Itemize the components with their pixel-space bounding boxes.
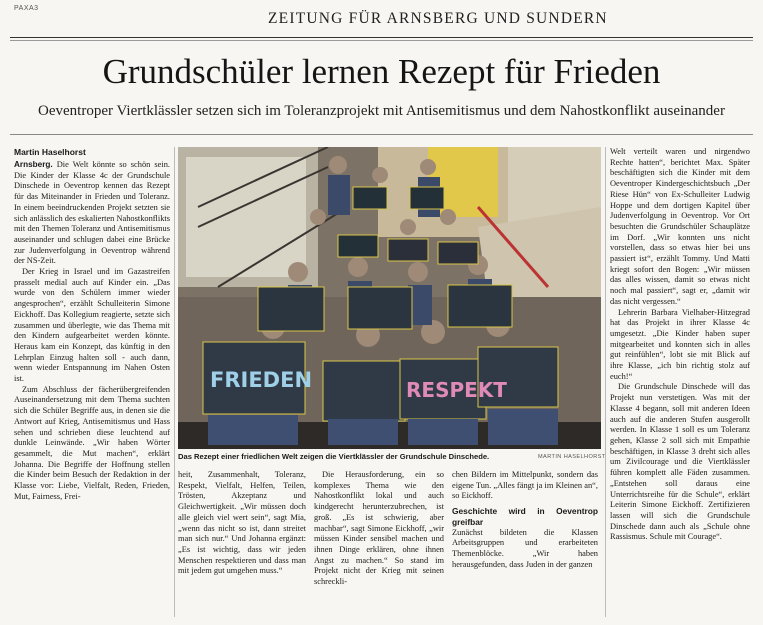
paragraph: chen Bildern im Mittelpunkt, sondern das eigene Tun. „Alles fängt ja im Kleinen an“, so Eickhoff. <box>452 470 598 501</box>
column-divider <box>605 147 606 617</box>
paragraph: Lehrerin Barbara Vielhaber-Hitzegrad hat das Projekt in ihrer Klasse 4c umgesetzt. „Die Kinder haben super mitgearbeitet und konnten sich in alles gut reinfühlen“, lobt sie mit Blick auf ihre Klasse, „ich bin richtig stolz auf euch!“ <box>610 307 750 381</box>
paragraph: heit, Zusammenhalt, Toleranz, Respekt, Vielfalt, Helfen, Teilen, Trösten, Akzeptanz und Gleichwertigkeit. „Wir müssen doch alle gleich viel wert sein“, sagt Mia, „wenn das nicht so ist, dann streitet man sich nur.“ Und Johanna ergänzt: „Es ist wichtig, dass wir jeden Menschen respektieren und dass man mit jedem gut umgehen muss.“ <box>178 470 306 576</box>
section-title: ZEITUNG FÜR ARNSBERG UND SUNDERN <box>268 10 608 27</box>
paragraph: Die Herausforderung, ein so komplexes Thema wie den Nahostkonflikt lokal und auch kindgerecht herunterzubrechen, ist groß. „Es ist schwierig, aber machbar“, sagt Simone Eickhoff, „wir müssen Kinder sensibel machen und ihnen Dinge erklären, ohne ihnen Angst zu machen.“ So stand im Projekt nicht der Krieg mit seinen schreckli- <box>314 470 444 587</box>
column-divider <box>174 147 175 617</box>
dateline: Arnsberg. <box>14 160 53 169</box>
sign-word-2: RESPEKT <box>406 378 507 402</box>
photo-credit: MARTIN HASELHORST <box>538 454 606 460</box>
header-rule-thin <box>10 40 753 41</box>
photo-caption: Das Rezept einer friedlichen Welt zeigen die Viertklässler der Grundschule Dinschede. <box>178 452 490 461</box>
paragraph <box>14 160 170 267</box>
column-3 <box>314 470 444 588</box>
sign-word-1: FRIEDEN <box>210 368 313 392</box>
column-1 <box>14 160 170 503</box>
column-5 <box>610 147 750 543</box>
column-2 <box>178 470 306 577</box>
paragraph-text: Die Welt könnte so schön sein. Die Kinder der Klasse 4c der Grundschule Dinschede in Oeventrop kennen das Rezept für das Miteinander in Frieden und Toleranz. In einem beeindruckenden Projekt setzten sie sich anlässlich des eskalierten Nahostkonflikts mit den Themen Toleranz und Antisemitismus auseinander und schlugen dabei eine Brücke zur Judenverfolgung in Oeventrop während der NS-Zeit. <box>14 160 170 266</box>
page-number: PAXA3 <box>14 5 39 12</box>
author: Martin Haselhorst <box>14 147 86 157</box>
paragraph: Welt verteilt waren und nirgendwo Rechte hatten“, berichtet Max. Später beschäftigten sich die Kinder mit dem Oeventroper Kindergeschichtsbuch „Der Riese Hün“ von Ex-Schulleiter Ludwig Hoppe und dem dortigen Kapitel über Judenverfolgung in Oeventrop. Vor Ort besuchten die Grundschüler Schauplätze im Dorf. „Wir konnten uns nicht vorstellen, dass so etwas hier bei uns passiert ist“, erzählt Tommy. Und Matti kriegt sofort den Bogen: „Wir müssen das alles wissen, damit so etwas nicht noch mal passiert“, sagt er, „damit wir das nicht vergessen.“ <box>610 147 750 306</box>
headline: Grundschüler lernen Rezept für Frieden <box>102 52 661 91</box>
paragraph: Zunächst bildeten die Klassen Arbeitsgruppen und erarbeiteten Themenblöcke. „Wir haben herausgefunden, dass Juden in der ganzen <box>452 527 598 569</box>
subheadline: Oeventroper Viertklässler setzen sich im Toleranzprojekt mit Antisemitismus und dem Nahostkonflikt auseinander <box>38 103 725 119</box>
paragraph: Zum Abschluss der fächerübergreifenden Auseinandersetzung mit dem Thema suchten sich die Schüler Begriffe aus, in denen sie die Antwort auf Krieg, Antisemitismus und Hass sehen und schrieben diese leuchtend auf dunkle Leinwände. „Wir haben Wörter gesammelt, die Mut machen“, erklärt Johanna. Die Begriffe der Hoffnung stellen die Kinder beim Besuch der Redaktion in der Klasse vor: Liebe, Vielfalt, Reden, Frieden, Mut, Fairness, Frei- <box>14 384 170 501</box>
children-with-signs-image <box>178 147 601 449</box>
subhead-rule <box>10 134 753 135</box>
article-photo <box>178 147 601 449</box>
paragraph: Der Krieg in Israel und im Gazastreifen prasselt medial auch auf Kinder ein. „Das wurde von den Schülern immer wieder angesprochen“, erzählt Schulleiterin Simone Eickhoff. Das Kollegium reagierte, setzte sich zusammen und überlegte, wie das Thema mit den Kindern aufgearbeitet werden könnte. Heraus kam ein Konzept, das künftig in den Lehrplan Einzug halten soll - auch dann, wenn wieder Entspannung im Nahen Osten ist. <box>14 267 170 384</box>
paragraph: Die Grundschule Dinschede will das Projekt nun verstetigen. Was mit der Klasse 4 begann, soll mit anderen Ideen auch auf die anderen Stufen ausgerollt werden. In Klasse 1 soll es um Toleranz gehen, Klasse 2 soll sich mit Empathie beschäftigen, in Klasse 3 dreht sich alles um Zivilcourage und die Viertklässler führen komplett alle Fäden zusammen. „Entstehen soll daraus eine Unterrichtsreihe für die Schule“, erklärt Leiterin Simone Eickhoff. Zertifizieren lassen will sich die Grundschule Dinschede dann auch als „Schule ohne Rassismus. Schule mit Courage“. <box>610 382 750 542</box>
column-4 <box>452 470 598 570</box>
subheading: Geschichte wird in Oeventrop greifbar <box>452 506 598 527</box>
header-rule <box>10 37 753 38</box>
